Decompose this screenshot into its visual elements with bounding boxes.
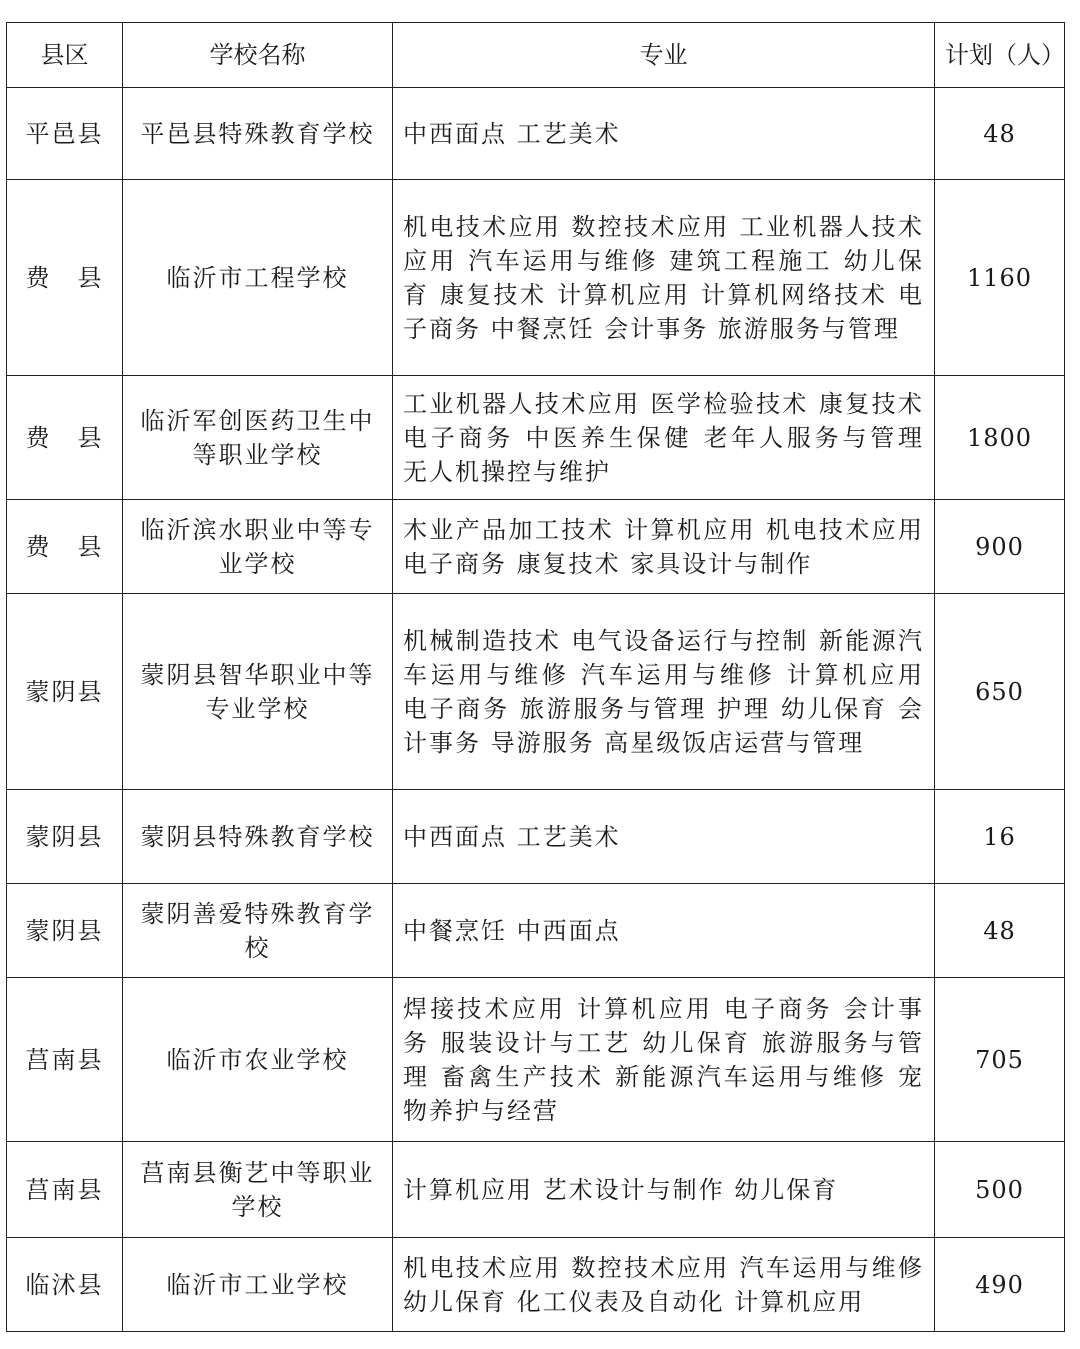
school-cell: 蒙阴善爱特殊教育学校: [123, 884, 393, 978]
county-cell: 平邑县: [7, 88, 123, 180]
header-county: 县区: [7, 23, 123, 88]
county-cell: 费 县: [7, 180, 123, 376]
plan-cell: 1800: [935, 376, 1065, 500]
table-header-row: [7, 23, 1065, 88]
school-cell: 临沂市农业学校: [123, 978, 393, 1142]
plan-cell: 900: [935, 500, 1065, 594]
majors-cell: 机电技术应用 数控技术应用 汽车运用与维修 幼儿保育 化工仪表及自动化 计算机应用: [393, 1238, 935, 1332]
school-cell: 莒南县衡艺中等职业学校: [123, 1142, 393, 1238]
plan-cell: 16: [935, 790, 1065, 884]
county-cell: 蒙阴县: [7, 790, 123, 884]
table-row: [7, 594, 1065, 790]
county-cell: 莒南县: [7, 1142, 123, 1238]
table-row: [7, 88, 1065, 180]
plan-cell: 490: [935, 1238, 1065, 1332]
school-cell: 临沂市工业学校: [123, 1238, 393, 1332]
school-cell: 临沂市工程学校: [123, 180, 393, 376]
majors-cell: 机电技术应用 数控技术应用 工业机器人技术应用 汽车运用与维修 建筑工程施工 幼儿保育 康复技术 计算机应用 计算机网络技术 电子商务 中餐烹饪 会计事务 旅游服务与管理: [393, 180, 935, 376]
majors-cell: 工业机器人技术应用 医学检验技术 康复技术 电子商务 中医养生保健 老年人服务与管理 无人机操控与维护: [393, 376, 935, 500]
majors-cell: 中西面点 工艺美术: [393, 88, 935, 180]
table-row: [7, 376, 1065, 500]
header-plan: 计划（人）: [935, 23, 1065, 88]
school-cell: 临沂滨水职业中等专业学校: [123, 500, 393, 594]
school-cell: 临沂军创医药卫生中等职业学校: [123, 376, 393, 500]
table-row: [7, 1238, 1065, 1332]
county-cell: 费 县: [7, 376, 123, 500]
enrollment-plan-table: [6, 22, 1065, 1332]
table-row: [7, 978, 1065, 1142]
majors-cell: 焊接技术应用 计算机应用 电子商务 会计事务 服装设计与工艺 幼儿保育 旅游服务与管理 畜禽生产技术 新能源汽车运用与维修 宠物养护与经营: [393, 978, 935, 1142]
school-cell: 蒙阴县智华职业中等专业学校: [123, 594, 393, 790]
school-cell: 蒙阴县特殊教育学校: [123, 790, 393, 884]
county-cell: 蒙阴县: [7, 594, 123, 790]
plan-cell: 705: [935, 978, 1065, 1142]
header-school: 学校名称: [123, 23, 393, 88]
majors-cell: 木业产品加工技术 计算机应用 机电技术应用 电子商务 康复技术 家具设计与制作: [393, 500, 935, 594]
plan-cell: 1160: [935, 180, 1065, 376]
county-cell: 费 县: [7, 500, 123, 594]
majors-cell: 中餐烹饪 中西面点: [393, 884, 935, 978]
plan-cell: 500: [935, 1142, 1065, 1238]
county-cell: 蒙阴县: [7, 884, 123, 978]
table-row: [7, 500, 1065, 594]
table-row: [7, 1142, 1065, 1238]
table-row: [7, 790, 1065, 884]
county-cell: 莒南县: [7, 978, 123, 1142]
table-row: [7, 884, 1065, 978]
plan-cell: 48: [935, 88, 1065, 180]
majors-cell: 中西面点 工艺美术: [393, 790, 935, 884]
county-cell: 临沭县: [7, 1238, 123, 1332]
table-row: [7, 180, 1065, 376]
school-cell: 平邑县特殊教育学校: [123, 88, 393, 180]
header-major: 专业: [393, 23, 935, 88]
majors-cell: 机械制造技术 电气设备运行与控制 新能源汽车运用与维修 汽车运用与维修 计算机应用 电子商务 旅游服务与管理 护理 幼儿保育 会计事务 导游服务 高星级饭店运营与管理: [393, 594, 935, 790]
plan-cell: 48: [935, 884, 1065, 978]
plan-cell: 650: [935, 594, 1065, 790]
majors-cell: 计算机应用 艺术设计与制作 幼儿保育: [393, 1142, 935, 1238]
